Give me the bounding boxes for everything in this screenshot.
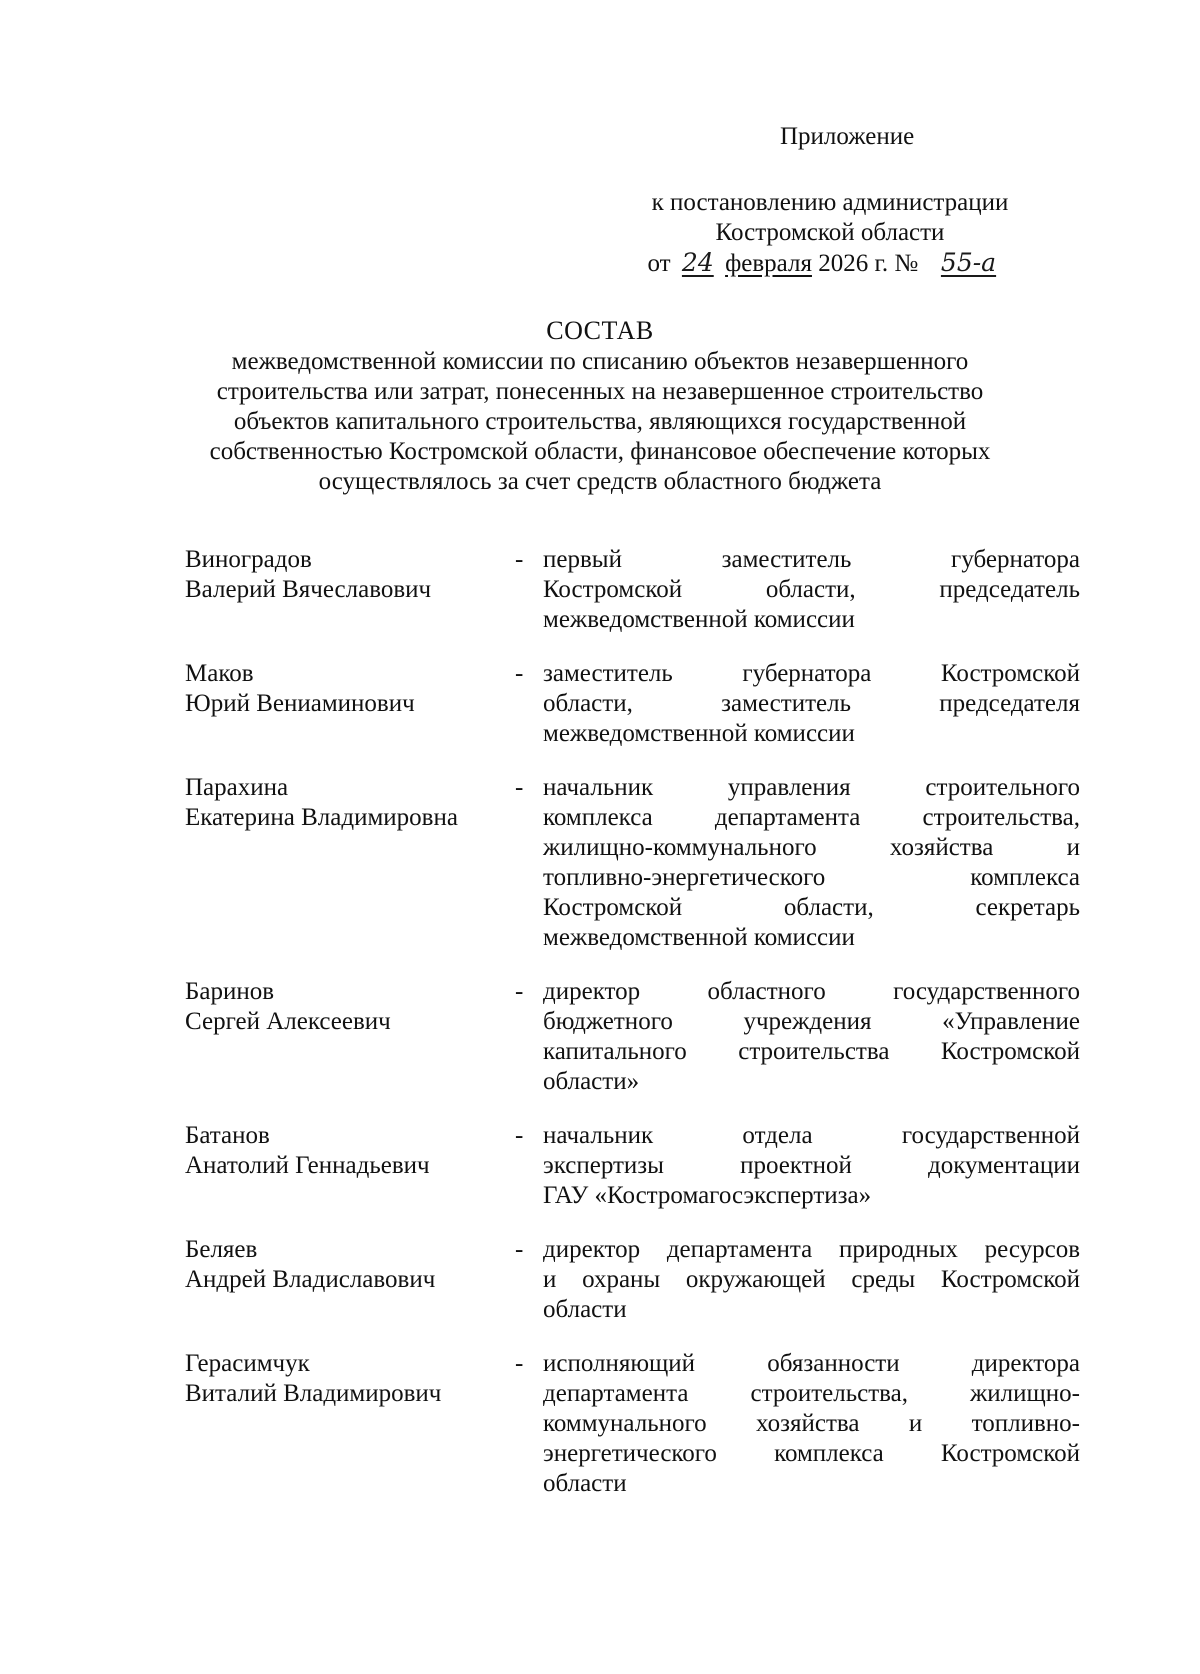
member-role (543, 773, 1080, 953)
member-dash: - (515, 978, 524, 1005)
member-dash: - (515, 660, 524, 687)
role-line: энергетического комплекса Костромской (543, 1440, 1080, 1467)
member-surname: Парахина (185, 774, 289, 801)
decree-number-handwritten: 55-а (940, 248, 997, 277)
role-line: жилищно-коммунального хозяйства и (543, 834, 1080, 861)
role-line: коммунального хозяйства и топливно- (543, 1410, 1080, 1437)
member-name (185, 1349, 515, 1499)
subtitle-line: собственностью Костромской области, финансовое обеспечение которых (209, 438, 991, 465)
member-dash: - (515, 1122, 524, 1149)
subtitle-line: строительства или затрат, понесенных на незавершенное строительство (216, 378, 984, 405)
member-dash: - (515, 1350, 524, 1377)
member-given-names: Виталий Владимирович (185, 1380, 442, 1407)
member-given-names: Сергей Алексеевич (185, 1008, 391, 1035)
member-dash: - (515, 546, 524, 573)
role-line: экспертизы проектной документации (543, 1152, 1080, 1179)
role-line: начальник управления строительного (543, 774, 1080, 801)
role-line: Костромской области, председатель (543, 576, 1080, 603)
member-name (185, 659, 515, 749)
member-given-names: Юрий Вениаминович (185, 690, 415, 717)
role-line: топливно-энергетического комплекса (543, 864, 1080, 891)
member-entry (185, 659, 1080, 749)
subtitle-line: межведомственной комиссии по списанию объектов незавершенного (231, 348, 969, 375)
role-line: директор департамента природных ресурсов (543, 1236, 1080, 1263)
member-given-names: Екатерина Владимировна (185, 804, 458, 831)
date-year: 2026 г. № (818, 250, 919, 277)
member-name (185, 1121, 515, 1211)
member-surname: Маков (185, 660, 254, 687)
role-line: комплекса департамента строительства, (543, 804, 1080, 831)
member-dash: - (515, 1236, 524, 1263)
date-month: февраля (725, 250, 812, 277)
role-line: департамента строительства, жилищно- (543, 1380, 1080, 1407)
role-line: и охраны окружающей среды Костромской (543, 1266, 1080, 1293)
member-name (185, 1235, 515, 1325)
role-line: области (543, 1296, 627, 1323)
member-entry (185, 1235, 1080, 1325)
date-day-handwritten: 24 (681, 248, 714, 277)
member-given-names: Андрей Владиславович (185, 1266, 436, 1293)
role-line: начальник отдела государственной (543, 1122, 1080, 1149)
member-entry (185, 773, 1080, 953)
role-line: области (543, 1470, 627, 1497)
decree-line-2: Костромской области (715, 219, 945, 246)
member-role (543, 1349, 1080, 1499)
member-name (185, 545, 515, 635)
role-line: области, заместитель председателя (543, 690, 1080, 717)
member-dash: - (515, 774, 524, 801)
member-role (543, 545, 1080, 635)
member-surname: Батанов (185, 1122, 270, 1149)
document-title: СОСТАВ (546, 316, 654, 345)
member-entry (185, 545, 1080, 635)
role-line: ГАУ «Костромагосэкспертиза» (543, 1182, 872, 1209)
member-surname: Баринов (185, 978, 275, 1005)
members-list (185, 545, 1080, 1499)
role-line: первый заместитель губернатора (543, 546, 1080, 573)
member-entry (185, 1349, 1080, 1499)
appendix-label: Приложение (780, 123, 915, 150)
role-line: директор областного государственного (543, 978, 1080, 1005)
member-entry (185, 1121, 1080, 1211)
role-line: межведомственной комиссии (543, 720, 855, 747)
decree-reference (610, 188, 1050, 279)
document-subtitle (150, 347, 1050, 497)
member-role (543, 1235, 1080, 1325)
role-line: капитального строительства Костромской (543, 1038, 1080, 1065)
member-name (185, 773, 515, 953)
role-line: межведомственной комиссии (543, 924, 855, 951)
subtitle-line: объектов капитального строительства, являющихся государственной (233, 408, 967, 435)
member-surname: Герасимчук (185, 1350, 310, 1377)
member-given-names: Валерий Вячеславович (185, 576, 432, 603)
decree-line-1: к постановлению администрации (651, 189, 1009, 216)
member-entry (185, 977, 1080, 1097)
decree-date-line (610, 248, 1050, 279)
subtitle-line: осуществлялось за счет средств областного бюджета (318, 468, 882, 495)
member-role (543, 977, 1080, 1097)
role-line: межведомственной комиссии (543, 606, 855, 633)
member-surname: Виноградов (185, 546, 312, 573)
member-name (185, 977, 515, 1097)
member-role (543, 659, 1080, 749)
role-line: области» (543, 1068, 640, 1095)
date-prefix: от (647, 250, 671, 277)
role-line: заместитель губернатора Костромской (543, 660, 1080, 687)
role-line: исполняющий обязанности директора (543, 1350, 1080, 1377)
role-line: бюджетного учреждения «Управление (543, 1008, 1080, 1035)
role-line: Костромской области, секретарь (543, 894, 1080, 921)
member-surname: Беляев (185, 1236, 258, 1263)
member-role (543, 1121, 1080, 1211)
member-given-names: Анатолий Геннадьевич (185, 1152, 430, 1179)
